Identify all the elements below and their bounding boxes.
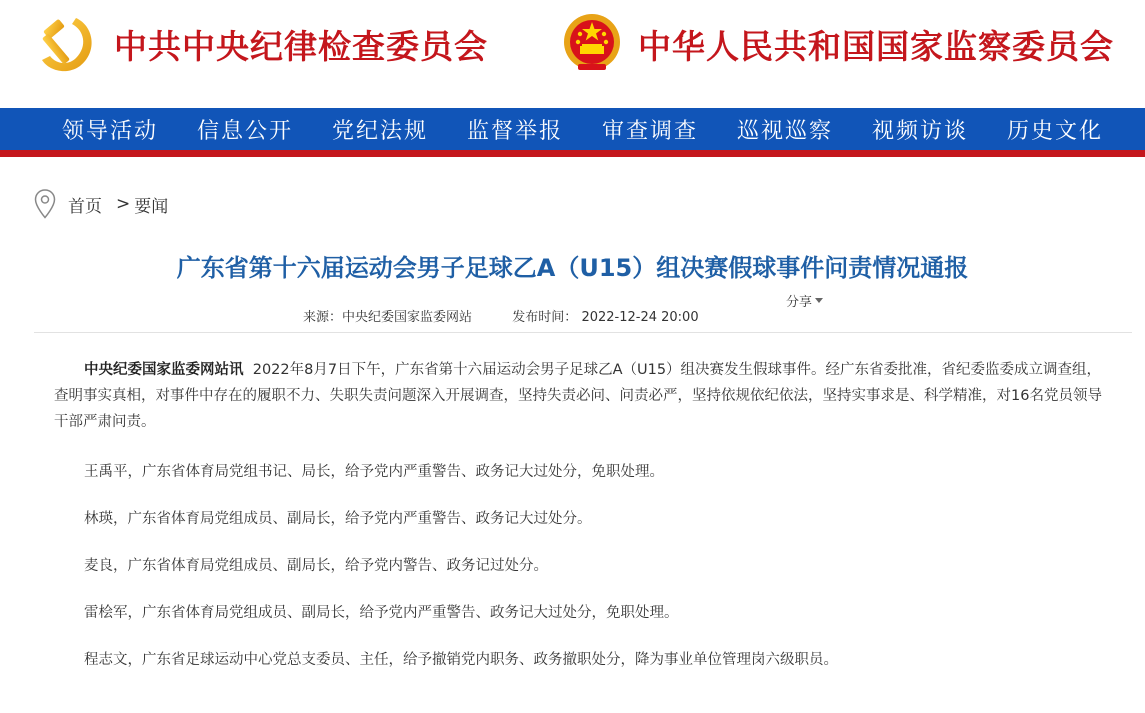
paragraph-2: 林瑛，广东省体育局党组成员、副局长，给予党内严重警告、政务记大过处分。 — [84, 511, 592, 527]
article-meta — [303, 306, 699, 325]
paragraph-1: 王禹平，广东省体育局党组书记、局长，给予党内严重警告、政务记大过处分，免职处理。 — [84, 464, 664, 480]
brand-right: 中华人民共和国国家监察委员会 — [638, 26, 1114, 66]
nav-item-investigation[interactable]: 审查调查 — [602, 119, 699, 144]
share-label: 分享 — [786, 295, 813, 310]
nav-item-history[interactable]: 历史文化 — [1007, 119, 1104, 144]
site-header — [0, 0, 1145, 108]
nav-item-regulations[interactable]: 党纪法规 — [332, 119, 429, 144]
article-source: 来源：中央纪委国家监委网站 — [303, 310, 473, 325]
brand-left: 中共中央纪律检查委员会 — [114, 26, 488, 66]
caret-down-icon — [815, 298, 823, 303]
divider — [34, 332, 1132, 333]
nav-item-inspection[interactable]: 巡视巡察 — [737, 119, 834, 144]
publish-time-label: 发布时间： — [512, 310, 578, 325]
nav-item-leadership[interactable]: 领导活动 — [62, 119, 159, 144]
publish-time-value: 2022-12-24 20:00 — [581, 310, 699, 325]
breadcrumb-home[interactable]: 首页 — [68, 196, 102, 217]
paragraph-4: 雷桧军，广东省体育局党组成员、副局长，给予党内严重警告、政务记大过处分，免职处理。 — [84, 605, 679, 621]
lead-paragraph — [54, 357, 1108, 435]
main-nav — [0, 108, 1145, 157]
share-button[interactable] — [786, 291, 823, 310]
lead-text: 2022年8月7日下午，广东省第十六届运动会男子足球乙A（U15）组决赛发生假球事件。经广东省委批准，省纪委监委成立调查组，查明事实真相，对事件中存在的履职不力、失职失责问题深入开展调查，坚持失责必问、问责必严，坚持依规依纪依法，坚持实事求是、科学精准，对16名党员领导干部严肃问责。 — [54, 362, 1102, 430]
paragraph-3: 麦良，广东省体育局党组成员、副局长，给予党内警告、政务记过处分。 — [84, 558, 548, 574]
paragraph-5: 程志文，广东省足球运动中心党总支委员、主任，给予撤销党内职务、政务撤职处分，降为事业单位管理岗六级职员。 — [84, 652, 838, 668]
location-pin-icon — [34, 189, 56, 219]
article-title: 广东省第十六届运动会男子足球乙A（U15）组决赛假球事件问责情况通报 — [176, 254, 969, 282]
national-emblem-icon — [560, 12, 624, 76]
logo-nsc[interactable] — [560, 12, 1114, 76]
lead-source: 中央纪委国家监委网站讯 — [84, 362, 244, 378]
nav-item-info[interactable]: 信息公开 — [197, 119, 294, 144]
breadcrumb-current[interactable]: 要闻 — [134, 196, 169, 217]
party-emblem-icon — [36, 12, 100, 76]
nav-item-report[interactable]: 监督举报 — [467, 119, 564, 144]
nav-item-video[interactable]: 视频访谈 — [872, 119, 969, 144]
logo-ccdi[interactable] — [36, 12, 488, 76]
breadcrumb-separator: > — [116, 194, 131, 214]
breadcrumb — [34, 188, 168, 220]
article-body — [54, 357, 1108, 694]
